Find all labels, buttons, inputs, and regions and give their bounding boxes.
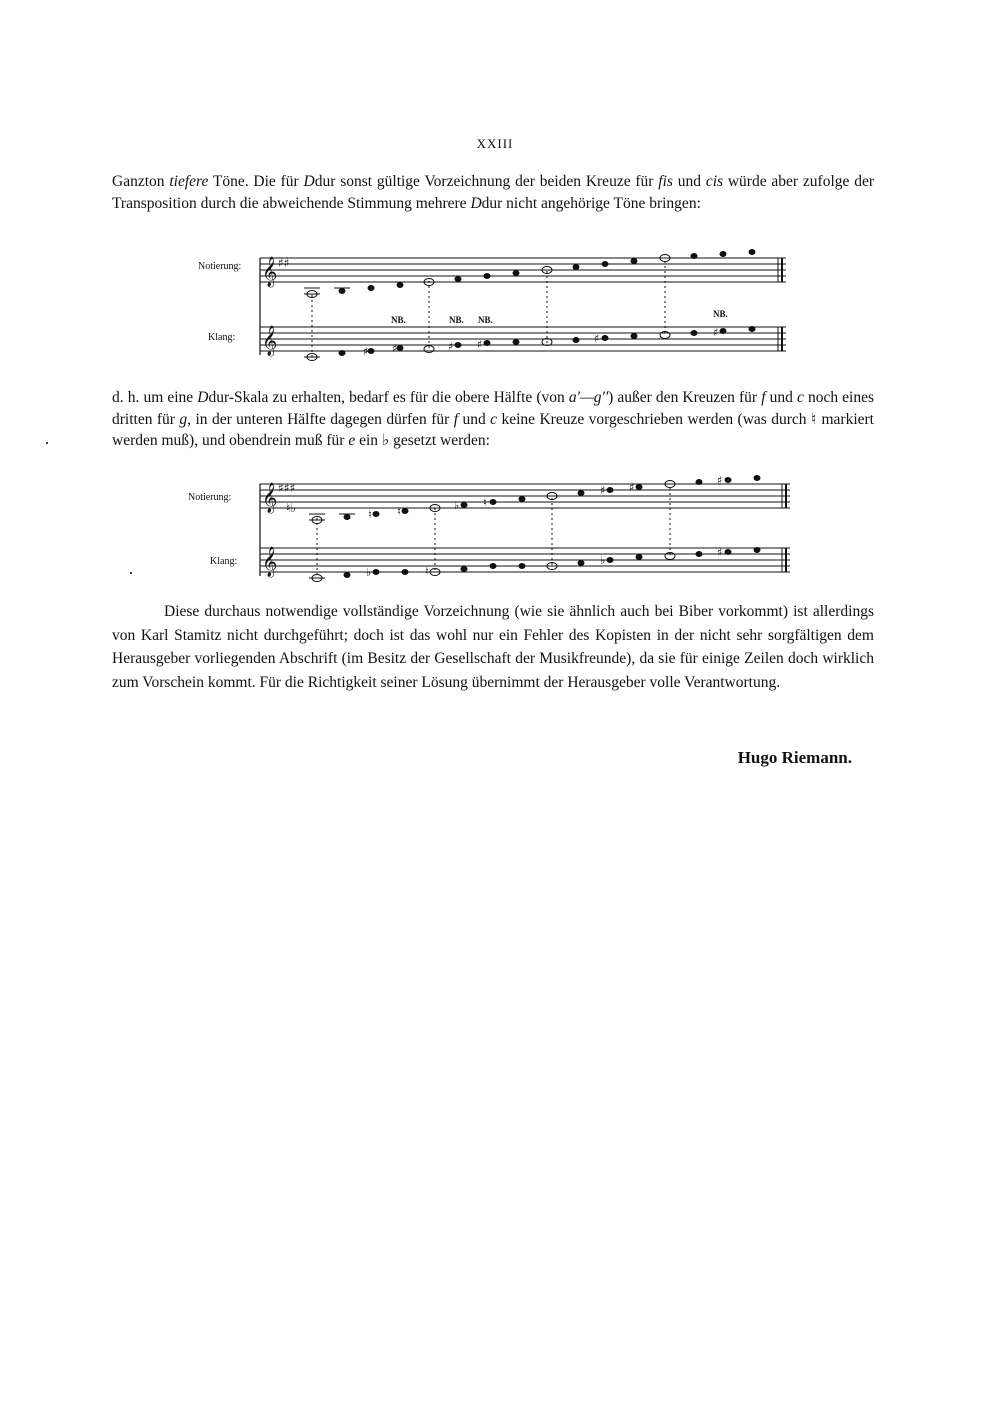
music-notation-1 (190, 245, 800, 380)
svg-text:♯: ♯ (717, 474, 723, 487)
svg-text:𝄞: 𝄞 (262, 326, 278, 356)
svg-text:♯: ♯ (477, 338, 483, 351)
paragraph-intro: Ganzton tiefere Töne. Die für Ddur sonst gültige Vorzeichnung der beiden Kreuze für fis und cis würde aber zufolge der Transposition durch die abweichende Stimmung mehrere Ddur nicht angehörige Töne bringen: (112, 173, 874, 212)
signature: Hugo Riemann. (737, 748, 852, 767)
svg-text:♭: ♭ (600, 554, 606, 567)
page-number: XXIII (476, 136, 514, 151)
music-example-2 (190, 470, 800, 585)
svg-text:♯: ♯ (448, 340, 454, 353)
svg-text:♮♭: ♮♭ (286, 501, 296, 515)
nb-mark: NB. (713, 309, 728, 319)
staff-label-klang: Klang: (208, 332, 236, 343)
svg-text:♯: ♯ (629, 481, 635, 494)
staff-label-klang: Klang: (210, 556, 238, 567)
svg-text:♯♯♯: ♯♯♯ (278, 481, 296, 495)
svg-text:♯: ♯ (392, 342, 398, 355)
svg-text:♯: ♯ (717, 546, 723, 559)
svg-text:♮: ♮ (425, 565, 429, 578)
svg-text:𝄞: 𝄞 (262, 547, 278, 577)
nb-mark: NB. (391, 315, 406, 325)
music-notation-2 (190, 470, 800, 585)
staff-label-notierung: Notierung: (198, 261, 242, 272)
staff-label-notierung: Notierung: (188, 492, 232, 503)
svg-text:♯♯: ♯♯ (278, 256, 290, 270)
scan-speck (46, 442, 48, 444)
svg-text:♯: ♯ (363, 345, 369, 358)
svg-text:𝄞: 𝄞 (262, 483, 278, 513)
svg-text:♮: ♮ (397, 505, 401, 518)
paragraph-scale: d. h. um eine Ddur-Skala zu erhalten, bedarf es für die obere Hälfte (von a'—g'') außer den Kreuzen für f und c noch eines dritten für g, in der unteren Hälfte dagegen dürfen für f und c keine Kreuze vorgeschrieben werden (was durch ♮ markiert werden muß), und obendrein muß für e ein ♭ gesetzt werden: (112, 389, 875, 449)
svg-text:♯: ♯ (713, 326, 719, 339)
svg-text:♯: ♯ (600, 484, 606, 497)
paragraph-conclusion: Diese durchaus notwendige vollständige Vorzeichnung (wie sie ähnlich auch bei Biber vorkommt) ist allerdings von Karl Stamitz nicht durchgeführt; doch ist das wohl nur ein Fehler des Kopisten in der nicht sehr sorgfältigen dem Herausgeber vorliegenden Abschrift (im Besitz der Gesellschaft der Musikfreunde), da sie für einige Zeilen doch wirklich zum Vorschein kommt. Für die Richtigkeit seiner Lösung übernimmt der Herausgeber volle Verantwortung. (112, 603, 874, 691)
svg-text:♭: ♭ (454, 499, 460, 512)
svg-text:♮: ♮ (368, 508, 372, 521)
svg-text:♯: ♯ (594, 332, 600, 345)
music-example-1 (190, 245, 800, 380)
svg-text:♭: ♭ (366, 566, 372, 579)
scan-speck (130, 572, 132, 574)
svg-text:𝄞: 𝄞 (262, 257, 278, 287)
nb-mark: NB. (449, 315, 464, 325)
svg-text:♮: ♮ (483, 496, 487, 509)
nb-mark: NB. (478, 315, 493, 325)
